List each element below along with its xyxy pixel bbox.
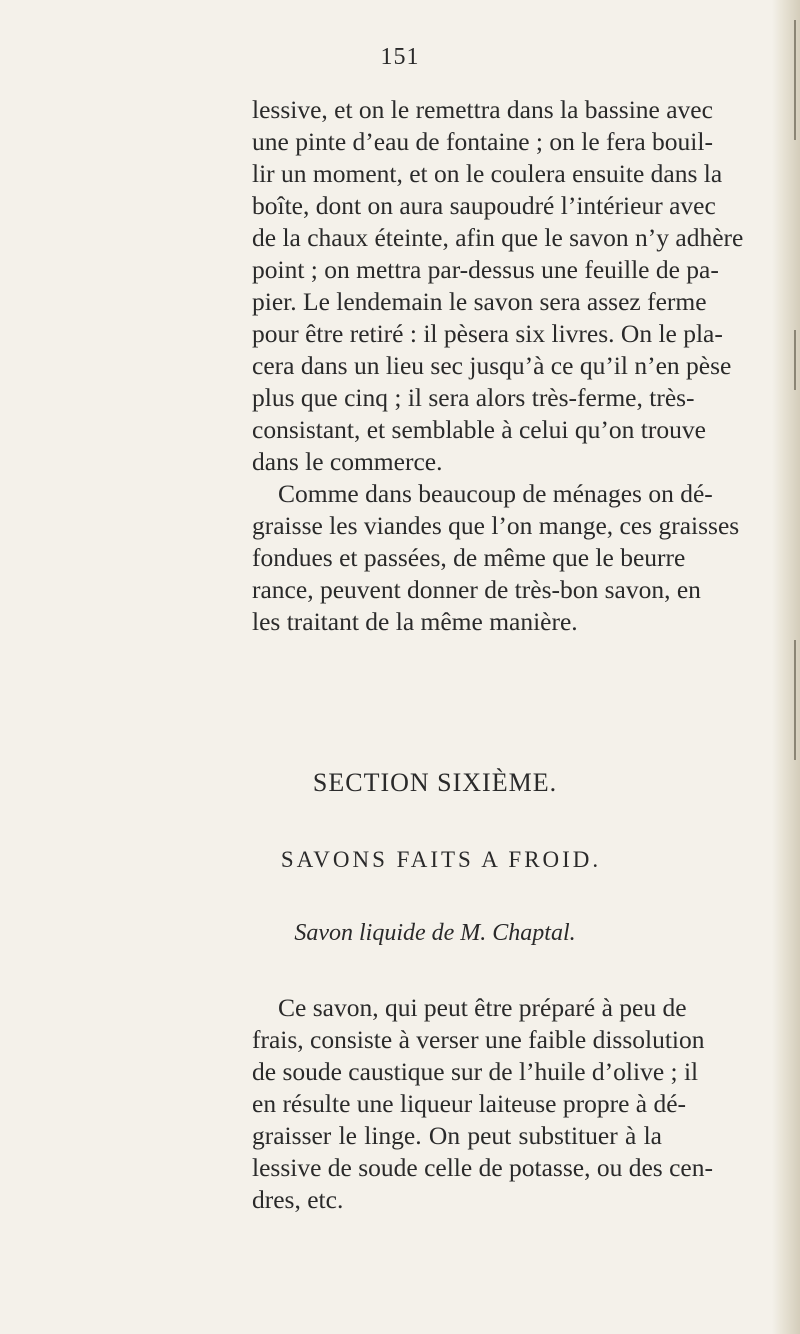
text-line: plus que cinq ; il sera alors très-ferme, très- [252,383,695,412]
text-line: cera dans un lieu sec jusqu’à ce qu’il n’en pèse [252,351,732,380]
recipe-title: Savon liquide de M. Chaptal. [294,920,576,946]
text-line: consistant, et semblable à celui qu’on trouve [252,415,706,444]
text-line: Ce savon, qui peut être préparé à peu de [278,993,687,1022]
text-line: graisser le linge. On peut substituer à la [252,1121,662,1150]
text-line: frais, consiste à verser une faible dissolution [252,1025,705,1054]
text-line: fondues et passées, de même que le beurre [252,543,686,572]
text-line: lessive de soude celle de potasse, ou des cen- [252,1153,713,1182]
text-line: pier. Le lendemain le savon sera assez ferme [252,287,707,316]
text-line: lessive, et on le remettra dans la bassine avec [252,95,713,124]
text-line: une pinte d’eau de fontaine ; on le fera bouil- [252,127,713,156]
page-number: 151 [380,44,420,70]
text-line: Comme dans beaucoup de ménages on dé- [278,479,713,508]
text-line: dans le commerce. [252,447,443,476]
text-line: lir un moment, et on le coulera ensuite dans la [252,159,723,188]
page-edge-mark [794,20,796,140]
text-line: de la chaux éteinte, afin que le savon n’y adhère [252,223,744,252]
section-heading: SECTION SIXIÈME. [312,768,558,797]
text-line: en résulte une liqueur laiteuse propre à dé- [252,1089,687,1118]
text-line: de soude caustique sur de l’huile d’olive ; il [252,1057,699,1086]
text-line: boîte, dont on aura saupoudré l’intérieur avec [252,191,716,220]
page-edge-mark [794,330,796,390]
text-line: pour être retiré : il pèsera six livres. On le pla- [252,319,723,348]
section-subtitle: SAVONS FAITS A FROID. [280,847,602,872]
text-line: rance, peuvent donner de très-bon savon, en [252,575,701,604]
text-line: point ; on mettra par-dessus une feuille de pa- [252,255,719,284]
text-line: dres, etc. [252,1185,344,1214]
text-line: les traitant de la même manière. [252,607,578,636]
text-line: graisse les viandes que l’on mange, ces graisses [252,511,740,540]
page-edge-mark [794,640,796,760]
